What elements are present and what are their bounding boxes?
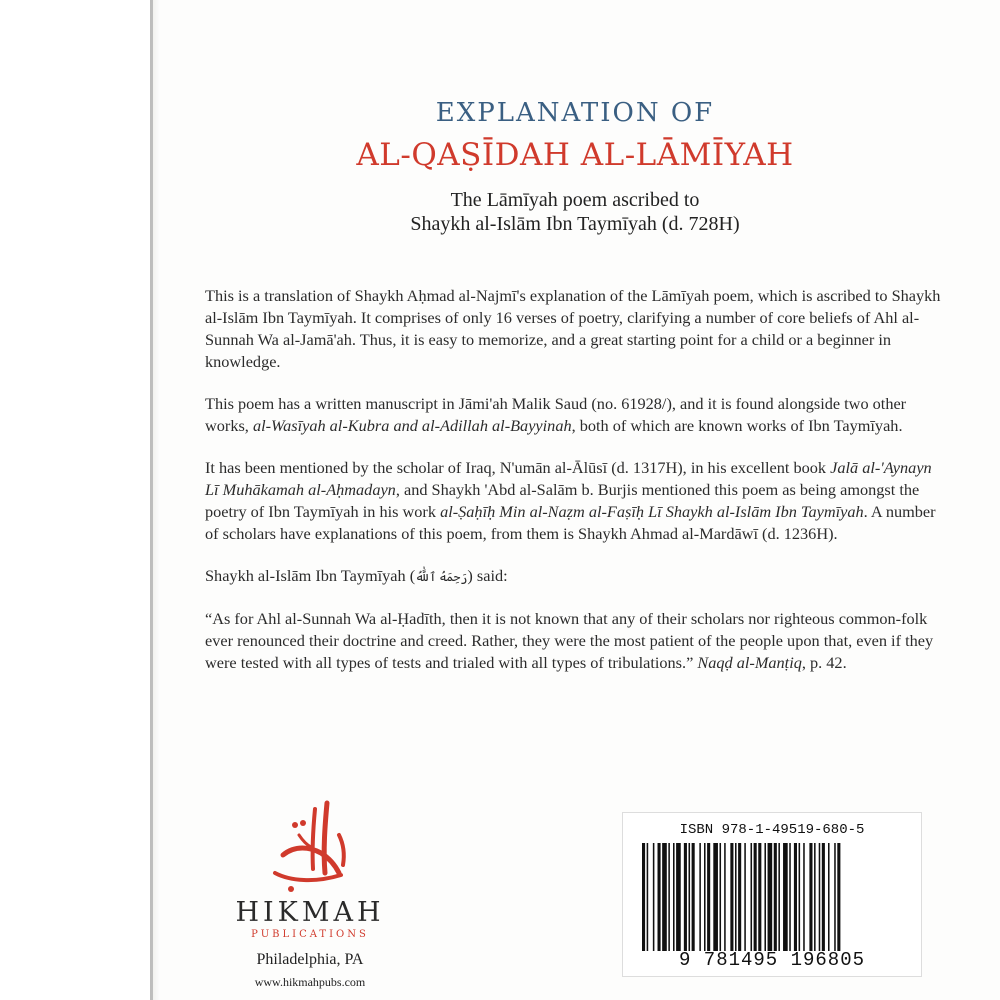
barcode-bar (668, 843, 670, 951)
barcode-bar (758, 843, 761, 951)
paragraph-2-italic: al-Wasīyah al-Kubra and al-Adillah al-Bayyinah (252, 416, 572, 435)
paragraph-4-text-b: ) said: (467, 566, 508, 585)
isbn-barcode (622, 812, 922, 977)
paragraph-3-text-c: . A number of scholars have explanations of this poem, from them is Shaykh Ahmad al-Mardāwī (d. 1236H). (205, 502, 936, 543)
barcode-bar (783, 843, 788, 951)
publisher-logo (200, 795, 420, 990)
barcode-bar (754, 843, 757, 951)
paragraph-2 (205, 393, 945, 437)
title-line-1: EXPLANATION OF (435, 98, 715, 128)
publisher-city: Philadelphia, PA (256, 951, 364, 968)
barcode-bar (707, 843, 710, 951)
publisher-website: www.hikmahpubs.com (254, 975, 366, 989)
barcode-bar (724, 843, 726, 951)
paragraph-4 (205, 565, 945, 588)
barcode-bar (684, 843, 687, 951)
barcode-bar (738, 843, 741, 951)
barcode-bar (828, 843, 830, 951)
paragraph-3-italic-1: Jalā al-'Aynayn Lī Muhākamah al-Aḥmadayn (205, 458, 932, 499)
paragraph-5-text-b: , p. 42. (801, 653, 847, 672)
barcode-digits: 9 781495 196805 (678, 949, 866, 971)
paragraph-2-text-b: , both of which are known works of Ibn Taymīyah. (571, 416, 903, 435)
barcode-bar (730, 843, 733, 951)
barcode-bar (778, 843, 780, 951)
subtitle (150, 188, 1000, 236)
barcode-bar (642, 843, 645, 951)
paragraph-5-italic: Naqḍ al-Manṭiq (697, 653, 802, 672)
paragraph-5-text-a: “As for Ahl al-Sunnah Wa al-Ḥadīth, then it is not known that any of their scholars nor righteous common-folk ever renounced their doctrine and creed. Rather, they were the most patient of the people upon that, even if they were tested with all types of tests and trialed with all types of tribulations.” (205, 609, 934, 672)
barcode-bar (764, 843, 766, 951)
barcode-bar (699, 843, 701, 951)
paragraph-3-italic-2: al-Ṣaḥīḥ Min al-Naẓm al-Faṣīḥ Lī Shaykh al-Islām Ibn Taymīyah (440, 502, 864, 521)
barcode-bar (647, 843, 649, 951)
barcode-bar (673, 843, 675, 951)
paragraph-2-text-a: This poem has a written manuscript in Jāmi'ah Malik Saud (no. 61928/), and it is found alongside two other works, (205, 394, 907, 435)
barcode-bar (814, 843, 816, 951)
description-text (205, 285, 945, 694)
barcode-bar (822, 843, 825, 951)
barcode-bar (662, 843, 667, 951)
honorific-arabic: رَحِمَهُ ٱللَّٰهُ (415, 570, 468, 584)
barcode-bars (640, 843, 906, 951)
title-block (150, 96, 1000, 236)
subtitle-line-2: Shaykh al-Islām Ibn Taymīyah (d. 728H) (410, 213, 740, 235)
barcode-bar (653, 843, 655, 951)
barcode-bar (799, 843, 801, 951)
barcode-bar (689, 843, 691, 951)
barcode-bar (803, 843, 805, 951)
barcode-bar (692, 843, 695, 951)
paragraph-5 (205, 608, 945, 674)
barcode-bar (768, 843, 773, 951)
barcode-bar (704, 843, 706, 951)
barcode-bar (819, 843, 821, 951)
barcode-bar (720, 843, 722, 951)
isbn-label: ISBN 978-1-49519-680-5 (679, 822, 865, 838)
barcode-bar (834, 843, 836, 951)
publisher-subtitle: PUBLICATIONS (251, 929, 369, 940)
barcode-bar (658, 843, 661, 951)
barcode-bar (751, 843, 753, 951)
barcode-bar (794, 843, 797, 951)
barcode-bar (789, 843, 791, 951)
barcode-bar (744, 843, 746, 951)
paragraph-3-text-a: It has been mentioned by the scholar of Iraq, N'umān al-Ālūsī (d. 1317H), in his excellent book (205, 458, 831, 477)
barcode-bar (735, 843, 737, 951)
calligraphy-logo-icon (255, 795, 365, 895)
paragraph-1-text: This is a translation of Shaykh Aḥmad al-Najmī's explanation of the Lāmīyah poem, which is ascribed to Shaykh al-Islām Ibn Taymīyah. It comprises of only 16 verses of poetry, clarifying a number of core beliefs of Ahl al-Sunnah Wa al-Jamā'ah. Thus, it is easy to memorize, and a great starting point for a child or a beginner in knowledge. (205, 286, 941, 371)
paragraph-4-text-a: Shaykh al-Islām Ibn Taymīyah ( (205, 566, 416, 585)
barcode-bar (676, 843, 681, 951)
barcode-bar (837, 843, 840, 951)
publisher-name: HIKMAH (235, 897, 385, 928)
barcode-bar (713, 843, 718, 951)
barcode-bar (809, 843, 812, 951)
paragraph-3-text-b: , and Shaykh 'Abd al-Salām b. Burjis mentioned this poem as being amongst the poetry of Ibn Taymīyah in his work (205, 480, 920, 521)
barcode-bar (774, 843, 777, 951)
subtitle-line-1: The Lāmīyah poem ascribed to (450, 189, 700, 211)
title-line-2: AL-QAṢĪDAH AL-LĀMĪYAH (356, 137, 794, 173)
paragraph-3 (205, 457, 945, 545)
paragraph-1 (205, 285, 945, 373)
